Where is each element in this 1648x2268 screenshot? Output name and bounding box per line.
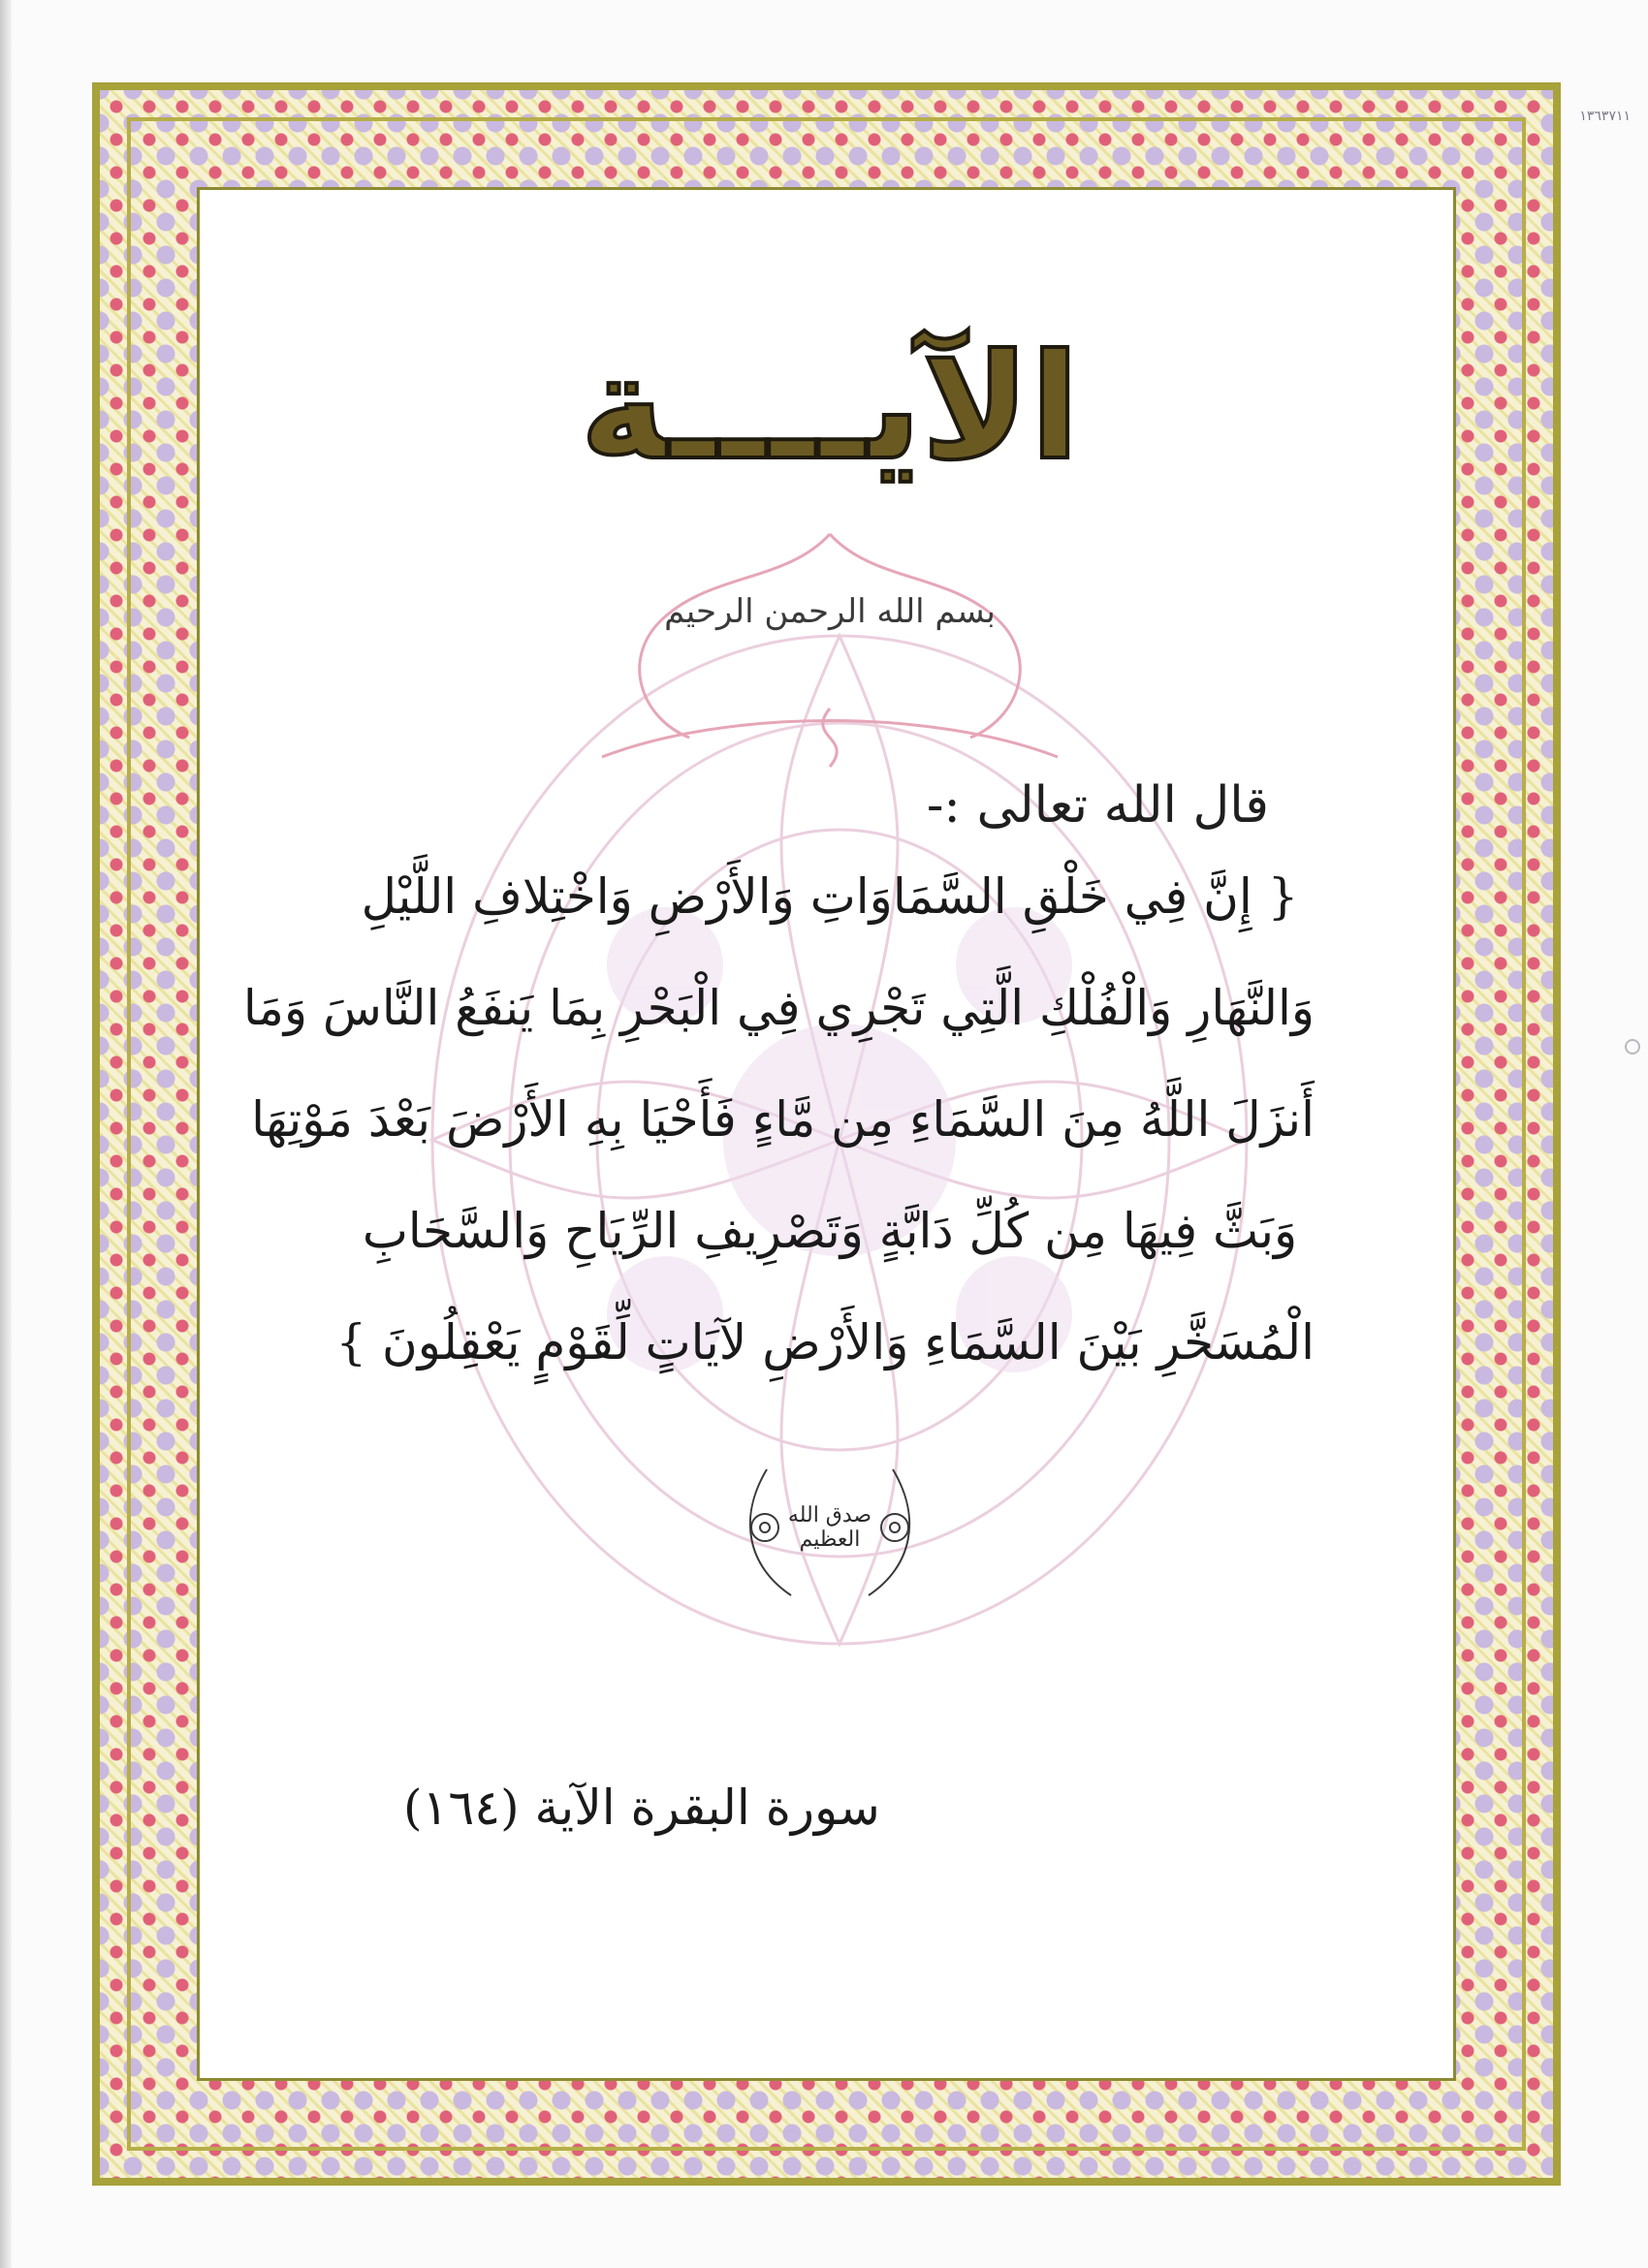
punch-hole-mark <box>1625 1039 1640 1055</box>
source-reference: سورة البقرة الآية (١٦٤) <box>403 1780 880 1836</box>
verse-line: وَبَثَّ فِيهَا مِن كُلِّ دَابَّةٍ وَتَصْرِيفِ الرِّيَاحِ وَالسَّحَابِ <box>362 1203 1298 1259</box>
verse-line: الْمُسَخَّرِ بَيْنَ السَّمَاءِ وَالأَرْضِ لآيَاتٍ لِّقَوْمٍ يَعْقِلُونَ } <box>335 1314 1315 1370</box>
verse-line: وَالنَّهَارِ وَالْفُلْكِ الَّتِي تَجْرِي فِي الْبَحْرِ بِمَا يَنفَعُ النَّاسَ وَمَا <box>242 980 1315 1036</box>
intro-line: قال الله تعالى :- <box>926 776 1269 835</box>
basmala: بسم الله الرحمن الرحيم <box>664 592 996 631</box>
page-number: ١٣٦٣٧١١ <box>1579 109 1631 124</box>
basmala-ornament <box>583 515 1077 776</box>
seal-text: صدق الله العظيم <box>787 1503 872 1552</box>
scan-edge <box>0 0 12 2268</box>
content-panel <box>197 187 1456 2081</box>
verse-line: { إِنَّ فِي خَلْقِ السَّمَاوَاتِ وَالأَرْضِ وَاخْتِلافِ اللَّيْلِ <box>361 868 1299 925</box>
page-title: الآيــــة <box>580 324 1080 492</box>
verse-line: أَنزَلَ اللَّهُ مِنَ السَّمَاءِ مِن مَّاءٍ فَأَحْيَا بِهِ الأَرْضَ بَعْدَ مَوْتِهَا <box>251 1091 1315 1148</box>
ornamental-border <box>92 82 1561 2186</box>
